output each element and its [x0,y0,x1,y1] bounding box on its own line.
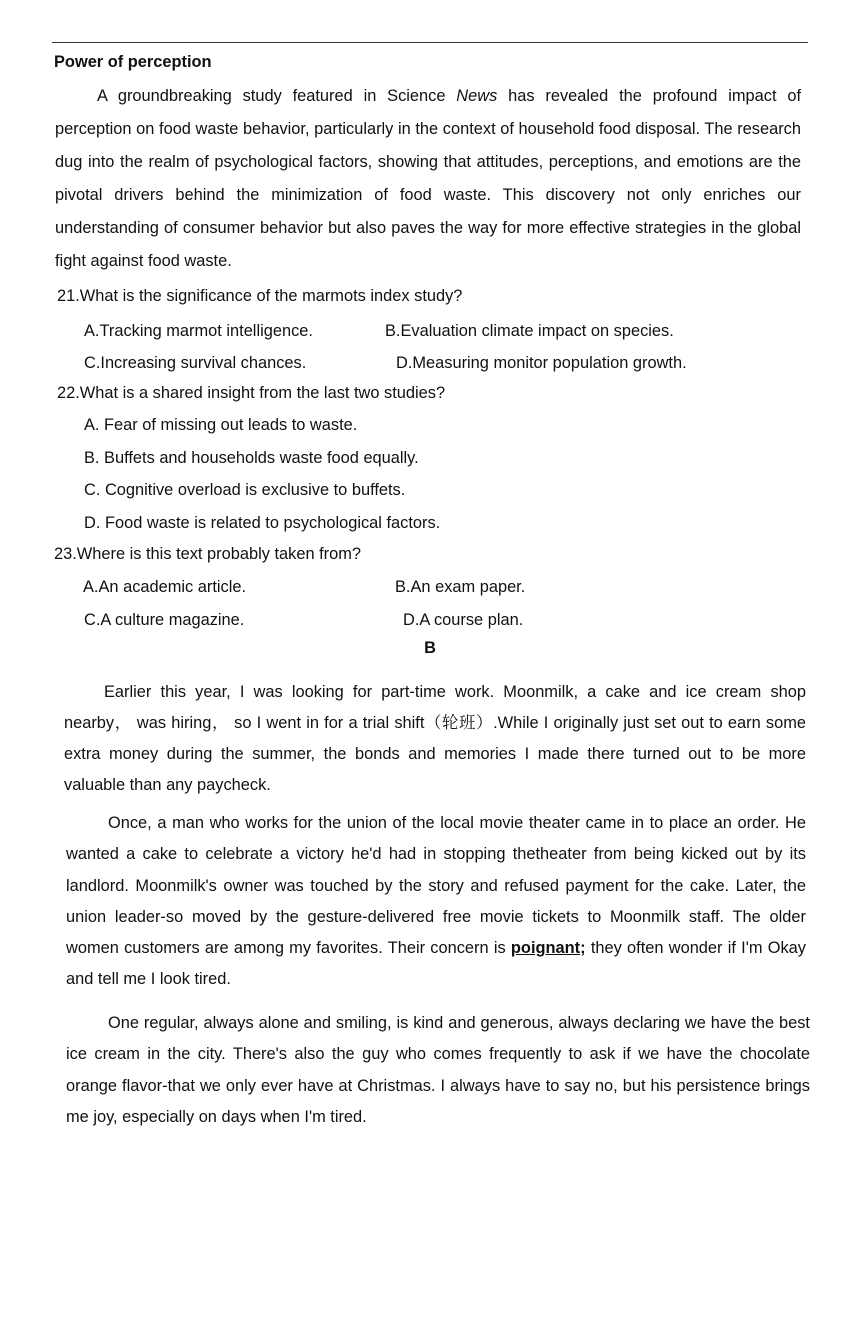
question-23-stem: 23.Where is this text probably taken from? [54,545,362,563]
passage-a-text-end: has revealed the profound impact of perception on food waste behavior, particularly in the context of household food disposal. The research dug into the realm of psychological factors, showing that attitudes, perceptions, and emotions are the pivotal drivers behind the minimization of food waste. This discovery not only enriches our understanding of consumer behavior but also paves the way for more effective strategies in the global fight against food waste. [55,87,801,270]
question-21-option-b[interactable]: B.Evaluation climate impact on species. [385,322,674,340]
question-22-option-a[interactable]: A. Fear of missing out leads to waste. [84,416,358,434]
question-22-stem: 22.What is a shared insight from the last two studies? [57,384,446,402]
keyword-semicolon: ; [580,939,586,958]
question-21-option-d[interactable]: D.Measuring monitor population growth. [396,354,687,372]
passage-b-paragraph-2 [66,808,806,996]
question-21-stem: 21.What is the significance of the marmots index study? [57,287,463,305]
passage-a-italic-word: News [456,87,498,105]
passage-b-paragraph-1: Earlier this year, I was looking for part-time work. Moonmilk, a cake and ice cream shop nearby， was hiring， so I went in for a trial shift（轮班）.While I originally just set out to earn some extra money during the summer, the bonds and memories I made there turned out to be more valuable than any paycheck. [64,683,806,794]
passage-a-text-start: A groundbreaking study featured in Science [97,87,457,105]
question-23-option-c[interactable]: C.A culture magazine. [84,611,245,629]
vocabulary-keyword: poignant [510,939,581,958]
passage-heading: Power of perception [54,53,212,71]
question-23-option-d[interactable]: D.A course plan. [403,611,524,629]
question-22-option-b[interactable]: B. Buffets and households waste food equally. [84,449,419,467]
passage-b-paragraph-3: One regular, always alone and smiling, is kind and generous, always declaring we have the best ice cream in the city. There's also the guy who comes frequently to ask if we have the chocolate orange flavor-that we only ever have at Christmas. I always have to say no, but his persistence brings me joy, especially on days when I'm tired. [66,1014,810,1126]
question-22-option-d[interactable]: D. Food waste is related to psychological factors. [84,514,441,532]
question-21-option-c[interactable]: C.Increasing survival chances. [84,354,307,372]
question-23-option-b[interactable]: B.An exam paper. [395,578,526,596]
passage-b-p2-text-start: Once, a man who works for the union of the local movie theater came in to place an order. He wanted a cake to celebrate a victory he'd had in stopping thetheater from being kicked out by its landlord. Moonmilk's owner was touched by the story and refused payment for the cake. Later, the union leader-so moved by the gesture-delivered free movie tickets to Moonmilk staff. The older women customers are among my favorites. Their concern is [66,814,806,958]
question-23-option-a[interactable]: A.An academic article. [83,578,247,596]
question-21-option-a[interactable]: A.Tracking marmot intelligence. [84,322,313,340]
top-divider [52,42,808,43]
passage-a-paragraph [55,80,801,278]
section-b-label: B [424,639,436,657]
question-22-option-c[interactable]: C. Cognitive overload is exclusive to buffets. [84,481,406,499]
passage-b-p2-text-end: they often wonder if I'm Okay and tell me I look tired. [66,939,806,989]
